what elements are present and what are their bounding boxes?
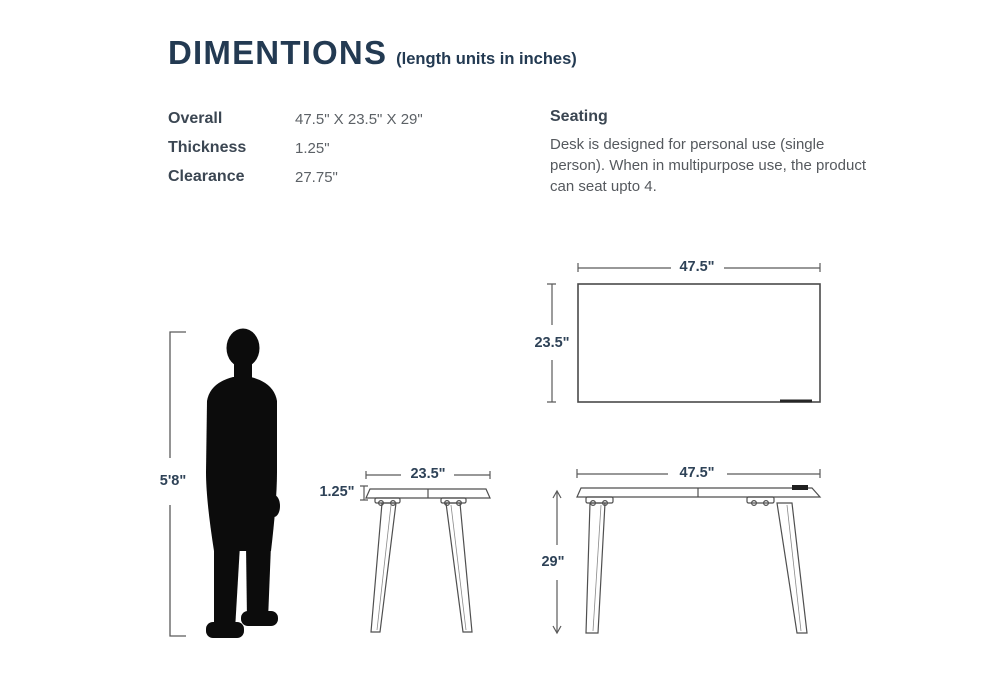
side-view-right-leg [446,503,472,632]
front-view-width-label: 47.5" [679,465,715,481]
spec-label: Thickness [168,139,247,156]
page-subtitle: (length units in inches) [396,50,577,68]
spec-value: 1.25" [295,140,330,157]
person-height-label: 5'8" [159,473,187,489]
front-view-right-leg [777,503,807,633]
front-view-drawing [553,469,820,633]
seating-description: Desk is designed for personal use (single person). When in multipurpose use, the product can seat upto 4. [550,136,867,195]
top-view-drawing [547,263,820,402]
side-view-drawing [360,471,490,632]
page-title: DIMENTIONS [168,34,388,71]
front-view-grommet [792,485,808,490]
spec-label: Overall [168,110,223,127]
spec-value: 27.75" [295,169,338,186]
person-silhouette [206,329,280,639]
top-view-width-label: 47.5" [679,259,715,275]
front-view-height-label: 29" [541,554,565,570]
spec-label: Clearance [168,168,245,185]
side-view-thickness-label: 1.25" [319,484,355,500]
seating-heading: Seating [550,108,608,125]
side-view-depth-label: 23.5" [410,466,446,482]
spec-value: 47.5" X 23.5" X 29" [295,111,423,128]
side-view-left-leg [371,503,396,632]
top-view-depth-label: 23.5" [534,335,570,351]
front-view-left-leg [586,503,605,633]
